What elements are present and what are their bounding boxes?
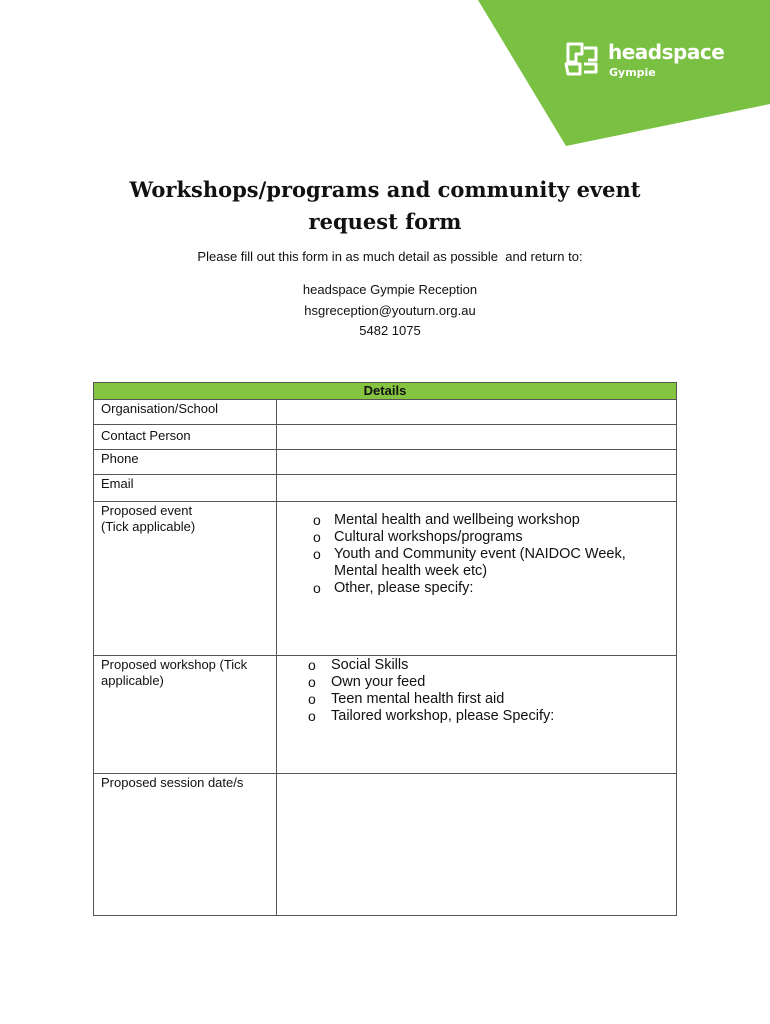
event-option[interactable]: o Cultural workshops/programs — [313, 529, 523, 545]
brand-location: Gympie — [609, 66, 656, 79]
checkbox-bullet-icon: o — [313, 512, 321, 528]
intro-text: Please fill out this form in as much detail as possible and return to: — [197, 249, 583, 264]
title-line-2: request form — [308, 209, 462, 234]
checkbox-bullet-icon: o — [313, 580, 321, 596]
session-dates-field[interactable] — [277, 774, 677, 916]
event-option[interactable]: o Mental health and wellbeing workshop — [313, 512, 580, 528]
checkbox-bullet-icon: o — [308, 708, 316, 724]
contact-email[interactable]: hsgreception@youturn.org.au — [304, 302, 476, 318]
checkbox-bullet-icon: o — [308, 657, 316, 673]
phone-label: Phone — [94, 450, 277, 475]
page-title — [0, 174, 770, 238]
title-line-1: Workshops/programs and community event — [129, 177, 641, 202]
contact-name: headspace Gympie Reception — [302, 282, 478, 297]
proposed-workshop-label: Proposed workshop (Tick applicable) — [94, 656, 277, 774]
organisation-label: Organisation/School — [94, 400, 277, 425]
headspace-logo — [562, 40, 725, 84]
checkbox-bullet-icon: o — [308, 674, 316, 690]
phone-field[interactable] — [277, 450, 677, 475]
checkbox-bullet-icon: o — [308, 691, 316, 707]
details-header: Details — [94, 383, 677, 400]
contact-person-label: Contact Person — [94, 425, 277, 450]
contact-block — [0, 280, 770, 342]
event-option-continued: Mental health week etc) — [334, 563, 488, 579]
session-dates-label: Proposed session date/s — [94, 774, 277, 916]
brand-name: headspace — [608, 40, 725, 64]
contact-person-field[interactable] — [277, 425, 677, 450]
contact-phone: 5482 1075 — [359, 323, 421, 338]
proposed-event-options — [277, 502, 677, 656]
workshop-option[interactable]: o Own your feed — [308, 674, 426, 690]
email-label: Email — [94, 475, 277, 502]
checkbox-bullet-icon: o — [313, 529, 321, 545]
workshop-option[interactable]: o Social Skills — [308, 657, 409, 673]
workshop-option[interactable]: o Teen mental health first aid — [308, 691, 505, 707]
workshop-option[interactable]: o Tailored workshop, please Specify: — [308, 708, 555, 724]
event-option[interactable]: o Youth and Community event (NAIDOC Week, — [313, 546, 626, 562]
proposed-workshop-options — [277, 656, 677, 774]
headspace-logo-icon — [562, 40, 604, 78]
checkbox-bullet-icon: o — [313, 546, 321, 562]
proposed-event-label: Proposed event (Tick applicable) — [94, 502, 277, 656]
event-option[interactable]: o Other, please specify: — [313, 580, 474, 596]
email-field[interactable] — [277, 475, 677, 502]
organisation-field[interactable] — [277, 400, 677, 425]
details-table — [93, 382, 677, 916]
